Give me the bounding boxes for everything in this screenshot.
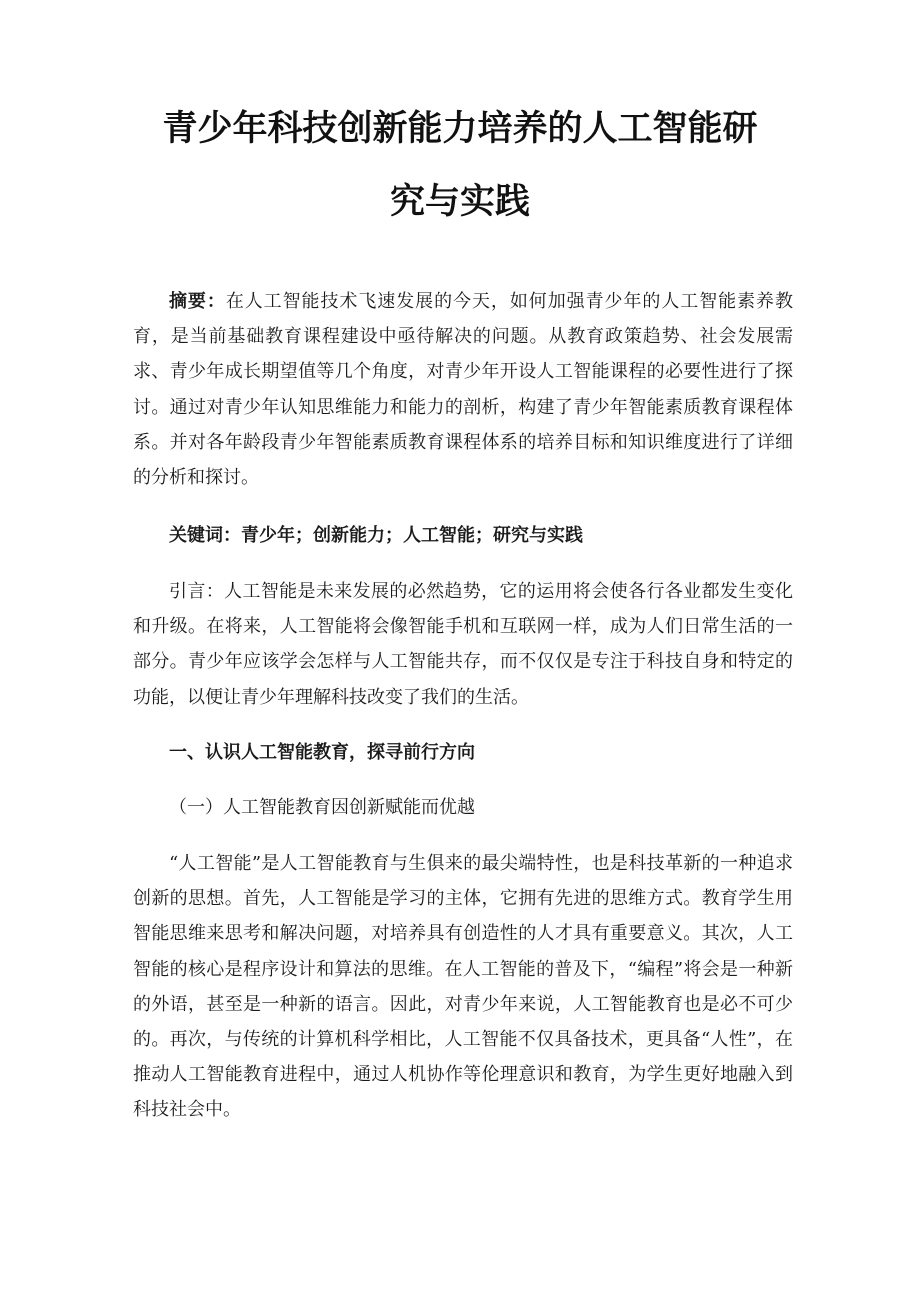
keywords-text: 青少年；创新能力；人工智能；研究与实践 [241, 525, 583, 546]
abstract-paragraph [133, 284, 793, 495]
intro-text: 人工智能是未来发展的必然趋势，它的运用将会使各行各业都发生变化和升级。在将来，人工智能将会像智能手机和互联网一样，成为人们日常生活的一部分。青少年应该学会怎样与人工智能共存，而不仅仅是专注于科技自身和特定的功能，以便让青少年理解科技改变了我们的生活。 [133, 581, 793, 708]
keywords-line [133, 518, 793, 553]
intro-label: 引言： [169, 581, 225, 602]
section-heading: 一、认识人工智能教育，探寻前行方向 [169, 742, 475, 763]
body-paragraph: “人工智能”是人工智能教育与生俱来的最尖端特性，也是科技革新的一种追求创新的思想。首先，人工智能是学习的主体，它拥有先进的思维方式。教育学生用智能思维来思考和解决问题，对培养具有创造性的人才具有重要意义。其次，人工智能的核心是程序设计和算法的思维。在人工智能的普及下，“编程”将会是一种新的外语，甚至是一种新的语言。因此，对青少年来说，人工智能教育也是必不可少的。再次，与传统的计算机科学相比，人工智能不仅具备技术，更具备“人性”，在推动人工智能教育进程中，通过人机协作等伦理意识和教育，为学生更好地融入到科技社会中。 [133, 853, 793, 1121]
intro-paragraph [133, 574, 793, 715]
abstract-label: 摘要： [169, 291, 226, 312]
keywords-label: 关键词： [169, 525, 241, 546]
subsection-heading: （一）人工智能教育因创新赋能而优越 [169, 797, 475, 818]
document-title-line-1: 青少年科技创新能力培养的人工智能研 [162, 109, 758, 149]
abstract-text: 在人工智能技术飞速发展的今天，如何加强青少年的人工智能素养教育，是当前基础教育课程建设中亟待解决的问题。从教育政策趋势、社会发展需求、青少年成长期望值等几个角度，对青少年开设人工智能课程的必要性进行了探讨。通过对青少年认知思维能力和能力的剖析，构建了青少年智能素质教育课程体系。并对各年龄段青少年智能素质教育课程体系的培养目标和知识维度进行了详细的分析和探讨。 [133, 291, 793, 489]
document-title-line-2: 究与实践 [389, 182, 530, 222]
